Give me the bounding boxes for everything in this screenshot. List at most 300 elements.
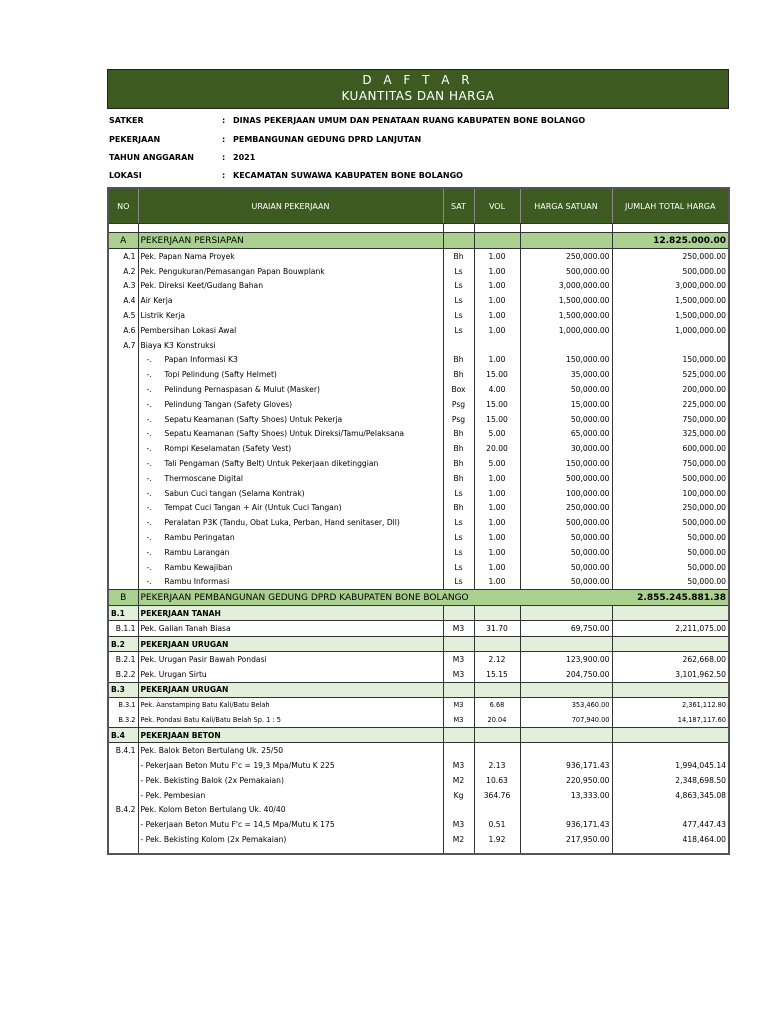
- item-description: Pembersihan Lokasi Awal: [138, 323, 443, 338]
- item-unit: Bh: [443, 456, 474, 471]
- item-total: 150,000.00: [682, 355, 726, 365]
- item-text: Pelindung Pernaspasan & Mulut (Masker): [164, 385, 320, 395]
- empty-cell: [474, 606, 520, 621]
- item-total: 525,000.00: [682, 370, 726, 380]
- item-unit-price: 50,000.00: [520, 382, 612, 397]
- item-unit: Bh: [443, 441, 474, 456]
- item-unit: M3: [443, 758, 474, 773]
- table-row: [108, 803, 729, 818]
- item-total: 3,000,000.00: [675, 281, 726, 291]
- item-description: [138, 575, 443, 590]
- item-volume: 10.63: [474, 773, 520, 788]
- bullet-dash: -.: [146, 533, 152, 543]
- item-unit-price: 500,000.00: [520, 264, 612, 279]
- item-volume: 1.00: [474, 353, 520, 368]
- item-total: 262,668.00: [682, 655, 726, 665]
- section-title: PEKERJAAN PEMBANGUNAN GEDUNG DPRD KABUPATEN BONE BOLANGO: [138, 590, 612, 606]
- item-number: A.4: [108, 293, 138, 308]
- item-description: Air Kerja: [138, 293, 443, 308]
- item-text: Papan Informasi K3: [164, 355, 238, 365]
- item-unit-price: [520, 338, 612, 353]
- item-number: [108, 758, 138, 773]
- item-unit-price: 204,750.00: [520, 667, 612, 682]
- item-volume: 1.00: [474, 323, 520, 338]
- item-volume: 1.00: [474, 501, 520, 516]
- item-unit-price: [520, 803, 612, 818]
- item-unit-price: 13,333.00: [520, 788, 612, 803]
- info-label: PEKERJAAN: [109, 135, 161, 144]
- item-number: [108, 501, 138, 516]
- item-text: Topi Pelindung (Safty Helmet): [164, 370, 277, 380]
- item-number: [108, 773, 138, 788]
- item-unit: M3: [443, 652, 474, 667]
- item-text: Rambu Kewajiban: [164, 562, 233, 572]
- item-unit: Ls: [443, 323, 474, 338]
- item-text: Rompi Keselamatan (Safety Vest): [164, 444, 292, 454]
- empty-cell: [474, 233, 520, 249]
- item-volume: 15.00: [474, 367, 520, 382]
- item-total: 477,447.43: [682, 820, 726, 830]
- item-description: Pek. Direksi Keet/Gudang Bahan: [138, 279, 443, 294]
- item-number: [108, 530, 138, 545]
- item-unit: [443, 743, 474, 758]
- item-unit: M3: [443, 713, 474, 728]
- table-row: [108, 697, 729, 712]
- table-row: [108, 367, 729, 382]
- item-description: [138, 545, 443, 560]
- item-description: [138, 501, 443, 516]
- section-total: 12.825.000.00: [612, 233, 729, 249]
- item-total: [612, 803, 729, 818]
- empty-cell: [443, 606, 474, 621]
- item-unit-price: 1,000,000.00: [520, 323, 612, 338]
- item-unit-price: 707,940.00: [520, 713, 612, 728]
- item-volume: 2.12: [474, 652, 520, 667]
- item-number: B.1.1: [108, 621, 138, 637]
- table-row: [108, 515, 729, 530]
- bullet-dash: -.: [146, 518, 152, 528]
- table-row: [108, 713, 729, 728]
- table-row: [108, 667, 729, 682]
- table-row: [108, 338, 729, 353]
- item-description: Pek. Kolom Beton Bertulang Uk. 40/40: [138, 803, 443, 818]
- table-row: [108, 652, 729, 667]
- item-total: 600,000.00: [682, 444, 726, 454]
- empty-cell: [520, 728, 612, 743]
- item-number: [108, 367, 138, 382]
- item-total: 1,500,000.00: [675, 296, 726, 306]
- info-separator: :: [222, 135, 226, 144]
- item-text: Sepatu Keamanan (Safty Shoes) Untuk Pekerja: [164, 414, 343, 424]
- table-row: [108, 249, 729, 264]
- item-total: 14,187,117.60: [677, 715, 726, 724]
- table-row: [108, 279, 729, 294]
- table-row: [108, 530, 729, 545]
- empty-cell: [443, 637, 474, 652]
- item-unit-price: 500,000.00: [520, 471, 612, 486]
- item-total: 50,000.00: [687, 533, 726, 543]
- item-description: [138, 382, 443, 397]
- item-total: 500,000.00: [682, 266, 726, 276]
- bullet-dash: -.: [146, 488, 152, 498]
- table-row: [108, 501, 729, 516]
- subsection-row: [108, 728, 729, 743]
- item-number: B.3.1: [108, 697, 138, 712]
- item-text: Pelindung Tangan (Safety Gloves): [164, 399, 293, 409]
- table-row: [108, 788, 729, 803]
- item-volume: 15.00: [474, 397, 520, 412]
- item-total: [612, 338, 729, 353]
- table-row: [108, 471, 729, 486]
- item-unit: [443, 338, 474, 353]
- item-volume: [474, 743, 520, 758]
- item-volume: 20.04: [474, 713, 520, 728]
- item-number: [108, 412, 138, 427]
- table-row: [108, 817, 729, 832]
- item-total: 750,000.00: [682, 459, 726, 469]
- section-row: [108, 233, 729, 249]
- item-total: 225,000.00: [682, 399, 726, 409]
- item-unit: Ls: [443, 560, 474, 575]
- document-title-banner: [107, 69, 729, 109]
- item-number: A.6: [108, 323, 138, 338]
- item-description: [138, 486, 443, 501]
- item-volume: 1.00: [474, 293, 520, 308]
- item-volume: 20.00: [474, 441, 520, 456]
- subsection-row: [108, 682, 729, 697]
- table-row: [108, 412, 729, 427]
- item-unit: Ls: [443, 264, 474, 279]
- empty-cell: [520, 637, 612, 652]
- item-unit: Ls: [443, 530, 474, 545]
- bullet-dash: -.: [146, 370, 152, 380]
- item-number: [108, 817, 138, 832]
- item-number: [108, 397, 138, 412]
- item-unit: [443, 803, 474, 818]
- item-unit: Bh: [443, 367, 474, 382]
- empty-cell: [612, 682, 729, 697]
- item-volume: 1.92: [474, 832, 520, 847]
- bullet-dash: -.: [146, 385, 152, 395]
- info-value: PEMBANGUNAN GEDUNG DPRD LANJUTAN: [233, 135, 422, 144]
- item-unit: M3: [443, 817, 474, 832]
- item-volume: 5.00: [474, 427, 520, 442]
- item-description: [138, 367, 443, 382]
- item-number: A.3: [108, 279, 138, 294]
- item-total: 325,000.00: [682, 429, 726, 439]
- item-number: B.2.1: [108, 652, 138, 667]
- table-row: [108, 545, 729, 560]
- col-jumlah-header: JUMLAH TOTAL HARGA: [612, 188, 729, 224]
- item-unit: Bh: [443, 471, 474, 486]
- info-value: 2021: [233, 153, 256, 162]
- table-row: [108, 382, 729, 397]
- item-volume: 5.00: [474, 456, 520, 471]
- subsection-number: B.2: [108, 637, 138, 652]
- info-separator: :: [222, 171, 226, 180]
- section-total: 2.855.245.881.38: [612, 590, 729, 606]
- item-unit-price: [520, 743, 612, 758]
- item-unit-price: 500,000.00: [520, 515, 612, 530]
- item-volume: 1.00: [474, 530, 520, 545]
- empty-cell: [474, 637, 520, 652]
- item-text: Sabun Cuci tangan (Selama Kontrak): [164, 488, 305, 498]
- empty-cell: [443, 233, 474, 249]
- item-total: 3,101,962.50: [675, 669, 726, 679]
- empty-cell: [108, 847, 138, 854]
- table-row: [108, 832, 729, 847]
- item-unit-price: 50,000.00: [520, 530, 612, 545]
- item-description: - Pek. Bekisting Kolom (2x Pemakaian): [138, 832, 443, 847]
- item-total: 1,000,000.00: [675, 325, 726, 335]
- item-unit-price: 50,000.00: [520, 560, 612, 575]
- empty-cell: [474, 847, 520, 854]
- empty-cell: [520, 682, 612, 697]
- item-volume: 1.00: [474, 264, 520, 279]
- bullet-dash: -.: [146, 547, 152, 557]
- info-separator: :: [222, 116, 226, 125]
- quantity-price-table: [107, 187, 730, 855]
- item-text: Rambu Larangan: [164, 547, 230, 557]
- item-number: A.5: [108, 308, 138, 323]
- table-row: [108, 427, 729, 442]
- item-unit-price: 250,000.00: [520, 501, 612, 516]
- item-description: Pek. Aanstamping Batu Kali/Batu Belah: [138, 697, 443, 712]
- item-description: Pek. Papan Nama Proyek: [138, 249, 443, 264]
- item-unit-price: 1,500,000.00: [520, 308, 612, 323]
- item-unit: Psg: [443, 397, 474, 412]
- item-unit: Bh: [443, 353, 474, 368]
- item-total: 1,500,000.00: [675, 311, 726, 321]
- item-volume: 1.00: [474, 279, 520, 294]
- item-total: 250,000.00: [682, 251, 726, 261]
- item-volume: 2.13: [474, 758, 520, 773]
- item-number: A.1: [108, 249, 138, 264]
- item-unit: Ls: [443, 279, 474, 294]
- item-number: [108, 788, 138, 803]
- subsection-number: B.3: [108, 682, 138, 697]
- item-volume: 6.68: [474, 697, 520, 712]
- item-unit-price: 65,000.00: [520, 427, 612, 442]
- item-number: A.7: [108, 338, 138, 353]
- empty-cell: [520, 233, 612, 249]
- empty-cell: [138, 847, 443, 854]
- item-number: [108, 441, 138, 456]
- subsection-row: [108, 606, 729, 621]
- item-number: B.2.2: [108, 667, 138, 682]
- item-total: [612, 743, 729, 758]
- subsection-number: B.1: [108, 606, 138, 621]
- bullet-dash: -.: [146, 429, 152, 439]
- item-unit: Bh: [443, 427, 474, 442]
- section-row: [108, 590, 729, 606]
- item-unit-price: 217,950.00: [520, 832, 612, 847]
- empty-cell: [443, 728, 474, 743]
- item-number: [108, 456, 138, 471]
- item-description: [138, 530, 443, 545]
- item-description: [138, 427, 443, 442]
- item-unit: Kg: [443, 788, 474, 803]
- item-unit-price: 1,500,000.00: [520, 293, 612, 308]
- item-unit: M2: [443, 773, 474, 788]
- item-volume: 1.00: [474, 515, 520, 530]
- item-volume: [474, 803, 520, 818]
- table-row: [108, 758, 729, 773]
- item-text: Peralatan P3K (Tandu, Obat Luka, Perban, Hand senitaser, Dll): [164, 518, 400, 528]
- item-volume: 15.15: [474, 667, 520, 682]
- empty-cell: [520, 606, 612, 621]
- item-volume: 364.76: [474, 788, 520, 803]
- item-unit: Psg: [443, 412, 474, 427]
- item-volume: 1.00: [474, 575, 520, 590]
- item-description: Pek. Pengukuran/Pemasangan Papan Bouwplank: [138, 264, 443, 279]
- item-unit-price: 936,171.43: [520, 817, 612, 832]
- table-row: [108, 773, 729, 788]
- item-total: 2,211,075.00: [675, 624, 726, 634]
- item-unit: M3: [443, 621, 474, 637]
- item-total: 418,464.00: [682, 834, 726, 844]
- item-unit: Bh: [443, 501, 474, 516]
- bullet-dash: -.: [146, 577, 152, 587]
- subsection-title: PEKERJAAN TANAH: [138, 606, 443, 621]
- item-unit-price: 250,000.00: [520, 249, 612, 264]
- item-number: [108, 427, 138, 442]
- bullet-dash: -.: [146, 399, 152, 409]
- info-label: SATKER: [109, 116, 144, 125]
- item-unit-price: 220,950.00: [520, 773, 612, 788]
- item-number: [108, 832, 138, 847]
- info-separator: :: [222, 153, 226, 162]
- item-unit: Bh: [443, 249, 474, 264]
- item-unit: M3: [443, 697, 474, 712]
- empty-cell: [474, 728, 520, 743]
- item-description: Pek. Urugan Pasir Bawah Pondasi: [138, 652, 443, 667]
- item-total: 2,361,112.80: [681, 701, 726, 710]
- item-description: Pek. Urugan Sirtu: [138, 667, 443, 682]
- bullet-dash: -.: [146, 562, 152, 572]
- item-description: Pek. Galian Tanah Biasa: [138, 621, 443, 637]
- table-row: [108, 293, 729, 308]
- item-description: Pek. Balok Beton Bertulang Uk. 25/50: [138, 743, 443, 758]
- item-unit-price: 30,000.00: [520, 441, 612, 456]
- info-value: DINAS PEKERJAAN UMUM DAN PENATAAN RUANG KABUPATEN BONE BOLANGO: [233, 116, 586, 125]
- item-number: B.3.2: [108, 713, 138, 728]
- item-unit-price: 100,000.00: [520, 486, 612, 501]
- document-title: D A F T A R: [362, 73, 474, 87]
- empty-cell: [612, 728, 729, 743]
- table-row: [108, 486, 729, 501]
- item-description: Listrik Kerja: [138, 308, 443, 323]
- table-row: [108, 456, 729, 471]
- col-vol-header: VOL: [474, 188, 520, 224]
- item-number: [108, 382, 138, 397]
- item-volume: [474, 338, 520, 353]
- item-volume: 1.00: [474, 471, 520, 486]
- bullet-dash: -.: [146, 503, 152, 513]
- spacer-row: [108, 847, 729, 854]
- empty-cell: [443, 847, 474, 854]
- empty-cell: [520, 847, 612, 854]
- item-number: [108, 353, 138, 368]
- item-total: 500,000.00: [682, 473, 726, 483]
- table-row: [108, 308, 729, 323]
- subsection-title: PEKERJAAN BETON: [138, 728, 443, 743]
- item-unit: Box: [443, 382, 474, 397]
- item-description: [138, 515, 443, 530]
- table-row: [108, 323, 729, 338]
- col-no-header: NO: [108, 188, 138, 224]
- item-description: - Pekerjaan Beton Mutu F'c = 14,5 Mpa/Mutu K 175: [138, 817, 443, 832]
- document-subtitle: KUANTITAS DAN HARGA: [341, 89, 495, 103]
- item-unit-price: 50,000.00: [520, 545, 612, 560]
- item-total: 50,000.00: [687, 577, 726, 587]
- item-unit: M2: [443, 832, 474, 847]
- subsection-number: B.4: [108, 728, 138, 743]
- col-harga-header: HARGA SATUAN: [520, 188, 612, 224]
- table-row: [108, 353, 729, 368]
- item-text: Rambu Informasi: [164, 577, 230, 587]
- item-total: 500,000.00: [682, 518, 726, 528]
- subsection-title: PEKERJAAN URUGAN: [138, 637, 443, 652]
- item-description: [138, 441, 443, 456]
- item-description: [138, 412, 443, 427]
- item-description: Pek. Pondasi Batu Kali/Batu Belah Sp. 1 : 5: [138, 713, 443, 728]
- bullet-dash: -.: [146, 355, 152, 365]
- item-text: Rambu Peringatan: [164, 533, 235, 543]
- item-volume: 1.00: [474, 560, 520, 575]
- item-description: - Pekerjaan Beton Mutu F'c = 19,3 Mpa/Mutu K 225: [138, 758, 443, 773]
- item-unit: Ls: [443, 486, 474, 501]
- empty-cell: [474, 682, 520, 697]
- item-unit-price: 936,171.43: [520, 758, 612, 773]
- item-volume: 1.00: [474, 486, 520, 501]
- item-volume: 31.70: [474, 621, 520, 637]
- item-number: [108, 486, 138, 501]
- table-row: [108, 264, 729, 279]
- section-number: A: [108, 233, 138, 249]
- empty-cell: [612, 847, 729, 854]
- item-description: [138, 456, 443, 471]
- item-total: 250,000.00: [682, 503, 726, 513]
- item-total: 200,000.00: [682, 385, 726, 395]
- table-row: [108, 621, 729, 637]
- item-unit: Ls: [443, 545, 474, 560]
- spacer-row: [108, 224, 729, 233]
- item-unit-price: 123,900.00: [520, 652, 612, 667]
- item-number: [108, 575, 138, 590]
- item-number: B.4.2: [108, 803, 138, 818]
- item-total: 4,863,345.08: [675, 790, 726, 800]
- subsection-row: [108, 637, 729, 652]
- item-total: 1,994,045.14: [675, 761, 726, 770]
- item-description: [138, 560, 443, 575]
- item-number: [108, 560, 138, 575]
- item-volume: 15.00: [474, 412, 520, 427]
- table-row: [108, 560, 729, 575]
- item-text: Thermoscane Digital: [164, 473, 243, 483]
- item-unit-price: 150,000.00: [520, 456, 612, 471]
- item-unit-price: 50,000.00: [520, 575, 612, 590]
- item-text: Sepatu Keamanan (Safty Shoes) Untuk Direksi/Tamu/Pelaksana: [164, 429, 405, 439]
- item-total: 100,000.00: [682, 488, 726, 498]
- item-number: A.2: [108, 264, 138, 279]
- table-row: [108, 397, 729, 412]
- item-unit-price: 353,460.00: [520, 697, 612, 712]
- item-volume: 1.00: [474, 308, 520, 323]
- item-unit: Ls: [443, 293, 474, 308]
- item-description: - Pek. Pembesian: [138, 788, 443, 803]
- table-row: [108, 441, 729, 456]
